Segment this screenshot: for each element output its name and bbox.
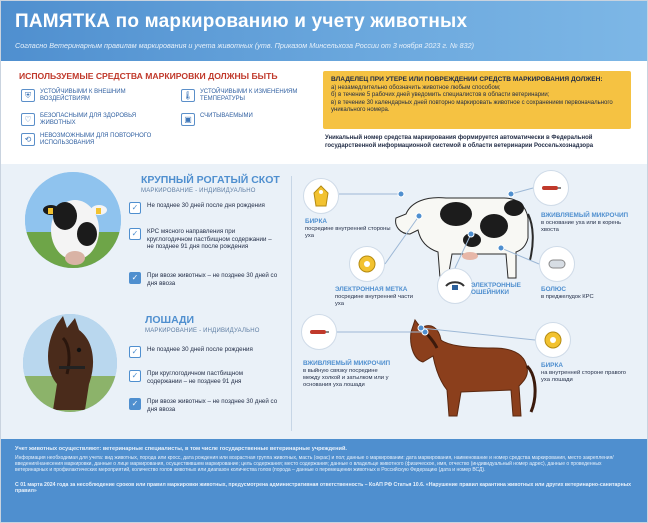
thermometer-icon: 🌡︎ <box>181 89 195 102</box>
cattle-subtitle: МАРКИРОВАНИЕ - ИНДИВИДУАЛЬНО <box>141 188 256 194</box>
middle-section <box>1 164 647 439</box>
shield-icon: ⛨ <box>21 89 35 102</box>
owner-duty-c: в) в течение 30 календарных дней повторно маркировать животное с сохранением первоначального уникального номера. <box>331 99 613 114</box>
bolus-label: БОЛЮС <box>541 286 567 293</box>
bolus-desc: в преджелудок КРС <box>541 294 594 300</box>
connector-lines <box>1 164 647 439</box>
means-item-label: БЕЗОПАСНЫМИ ДЛЯ ЗДОРОВЬЯ ЖИВОТНЫХ <box>40 113 137 127</box>
etag-label: ЭЛЕКТРОННАЯ МЕТКА <box>335 286 408 293</box>
req-text: При круглогодичном пастбищном содержании – не позднее 91 дня <box>147 370 243 385</box>
unique-number-note: Уникальный номер средства маркирования формируется автоматически в Федеральной государственной информационной системой в области ветеринарии Россельхознадзора <box>325 135 594 149</box>
refresh-icon: ⟲ <box>21 133 35 146</box>
tag-horse-label: БИРКА <box>541 362 563 369</box>
chip-cattle-desc: в основание уха или в корень хвоста <box>541 220 621 233</box>
means-item-safe <box>21 113 171 128</box>
tag-cattle-desc: посредине внутренней стороны уха <box>305 226 391 239</box>
means-item-label: УСТОЙЧИВЫМИ К ВНЕШНИМ ВОЗДЕЙСТВИЯМ <box>40 89 126 103</box>
footer-liability-note: С 01 марта 2024 года за несоблюдение сроков или правил маркировки животных, предусмотрена административная ответственность – КоАП РФ Статья 10.6. «Нарушение правил карантина животных или других ветеринарно-санитарных правил» <box>15 481 632 495</box>
checkbox-icon: ✓ <box>129 272 141 284</box>
chip-cattle-label: ВЖИВЛЯЕМЫЙ МИКРОЧИП <box>541 212 629 219</box>
req-text: При ввозе животных – не позднее 30 дней со дня ввоза <box>147 272 278 287</box>
scan-icon: ▣ <box>181 113 195 126</box>
req-text: Не позднее 30 дней после рождения <box>147 346 253 353</box>
chip-horse-label: ВЖИВЛЯЕМЫЙ МИКРОЧИП <box>303 360 391 367</box>
horses-title: ЛОШАДИ <box>145 314 195 326</box>
page-title: ПАМЯТКА по маркированию и учету животных <box>15 11 468 32</box>
horses-subtitle: МАРКИРОВАНИЕ - ИНДИВИДУАЛЬНО <box>145 328 260 334</box>
means-item-label: УСТОЙЧИВЫМИ К ИЗМЕНЕНИЯМ ТЕМПЕРАТУРЫ <box>200 89 298 103</box>
means-item-resistant <box>21 89 161 104</box>
footer-accounting-note: Учет животных осуществляют: ветеринарные специалисты, в том числе государственные ветеринарные учреждений. <box>15 446 347 452</box>
etag-desc: посредине внутренней части уха <box>335 294 414 307</box>
footer <box>1 439 647 522</box>
means-item-label: СЧИТЫВАЕМЫМИ <box>200 113 253 119</box>
means-item-single-use <box>21 133 171 148</box>
means-item-temperature <box>181 89 311 104</box>
checkbox-icon: ✓ <box>129 228 141 240</box>
means-item-label: НЕВОЗМОЖНЫМИ ДЛЯ ПОВТОРНОГО ИСПОЛЬЗОВАНИЯ <box>40 133 152 147</box>
owner-duty-b: б) в течение 5 рабочих дней уведомить специалистов в области ветеринарии; <box>331 92 550 99</box>
chip-horse-desc: в выйную связку посредине между холкой и затылком или у основания уха лошади <box>303 368 389 388</box>
checkbox-icon: ✓ <box>129 370 141 382</box>
tag-horse-desc: на внутренней стороне правого уха лошади <box>541 370 627 383</box>
collars-label: ЭЛЕКТРОННЫЕ ОШЕЙНИКИ <box>471 282 521 296</box>
top-section <box>1 61 647 164</box>
checkbox-icon: ✓ <box>129 346 141 358</box>
checkbox-icon: ✓ <box>129 398 141 410</box>
owner-duties-title: ВЛАДЕЛЕЦ ПРИ УТЕРЕ ИЛИ ПОВРЕЖДЕНИИ СРЕДСТВ МАРКИРОВАНИЯ ДОЛЖЕН: <box>331 76 603 83</box>
footer-info-note: Информация необходимая для учета: вид животных, порода или кросс, дата рождения или возрастная группа животных, масть (окрас) и пол; данные о маркировании: дата маркирования, наименование и номер средства маркирования, место закрепления/введения/нанесения маркировки, данные о лице маркирования, осуществившем маркирование; цель содержания; место содержания; данные о владельце животного (физическое, имя, отчество (индивидуальный номер адрес), данные о проведенных ветеринарных и профилактических мероприятий, количество голов животных или диапазон количества голов (порода – данные о перемещении животных в Российскую Федерацию (дата и номер ВСД). <box>15 455 614 474</box>
cattle-title: КРУПНЫЙ РОГАТЫЙ СКОТ <box>141 174 280 186</box>
heart-icon: ♡ <box>21 113 35 126</box>
header <box>1 1 647 61</box>
means-item-readable <box>181 113 311 126</box>
req-text: При ввозе животных – не позднее 30 дней со дня ввоза <box>147 398 278 413</box>
req-text: КРС мясного направления при круглогодичном пастбищном содержании – не позднее 91 дня после рождения <box>147 228 272 251</box>
tag-cattle-label: БИРКА <box>305 218 327 225</box>
owner-duty-a: а) незамедлительно обозначить животное любым способом; <box>331 85 501 91</box>
page-subtitle: Согласно Ветеринарным правилам маркирования и учета животных (утв. Приказом Минсельхоза России от 3 ноября 2023 г. № 832) <box>15 41 475 50</box>
checkbox-icon: ✓ <box>129 202 141 214</box>
means-title: ИСПОЛЬЗУЕМЫЕ СРЕДСТВА МАРКИРОВКИ ДОЛЖНЫ БЫТЬ <box>19 71 278 81</box>
req-text: Не позднее 30 дней после дня рождения <box>147 202 265 209</box>
owner-duties-box <box>323 71 631 129</box>
